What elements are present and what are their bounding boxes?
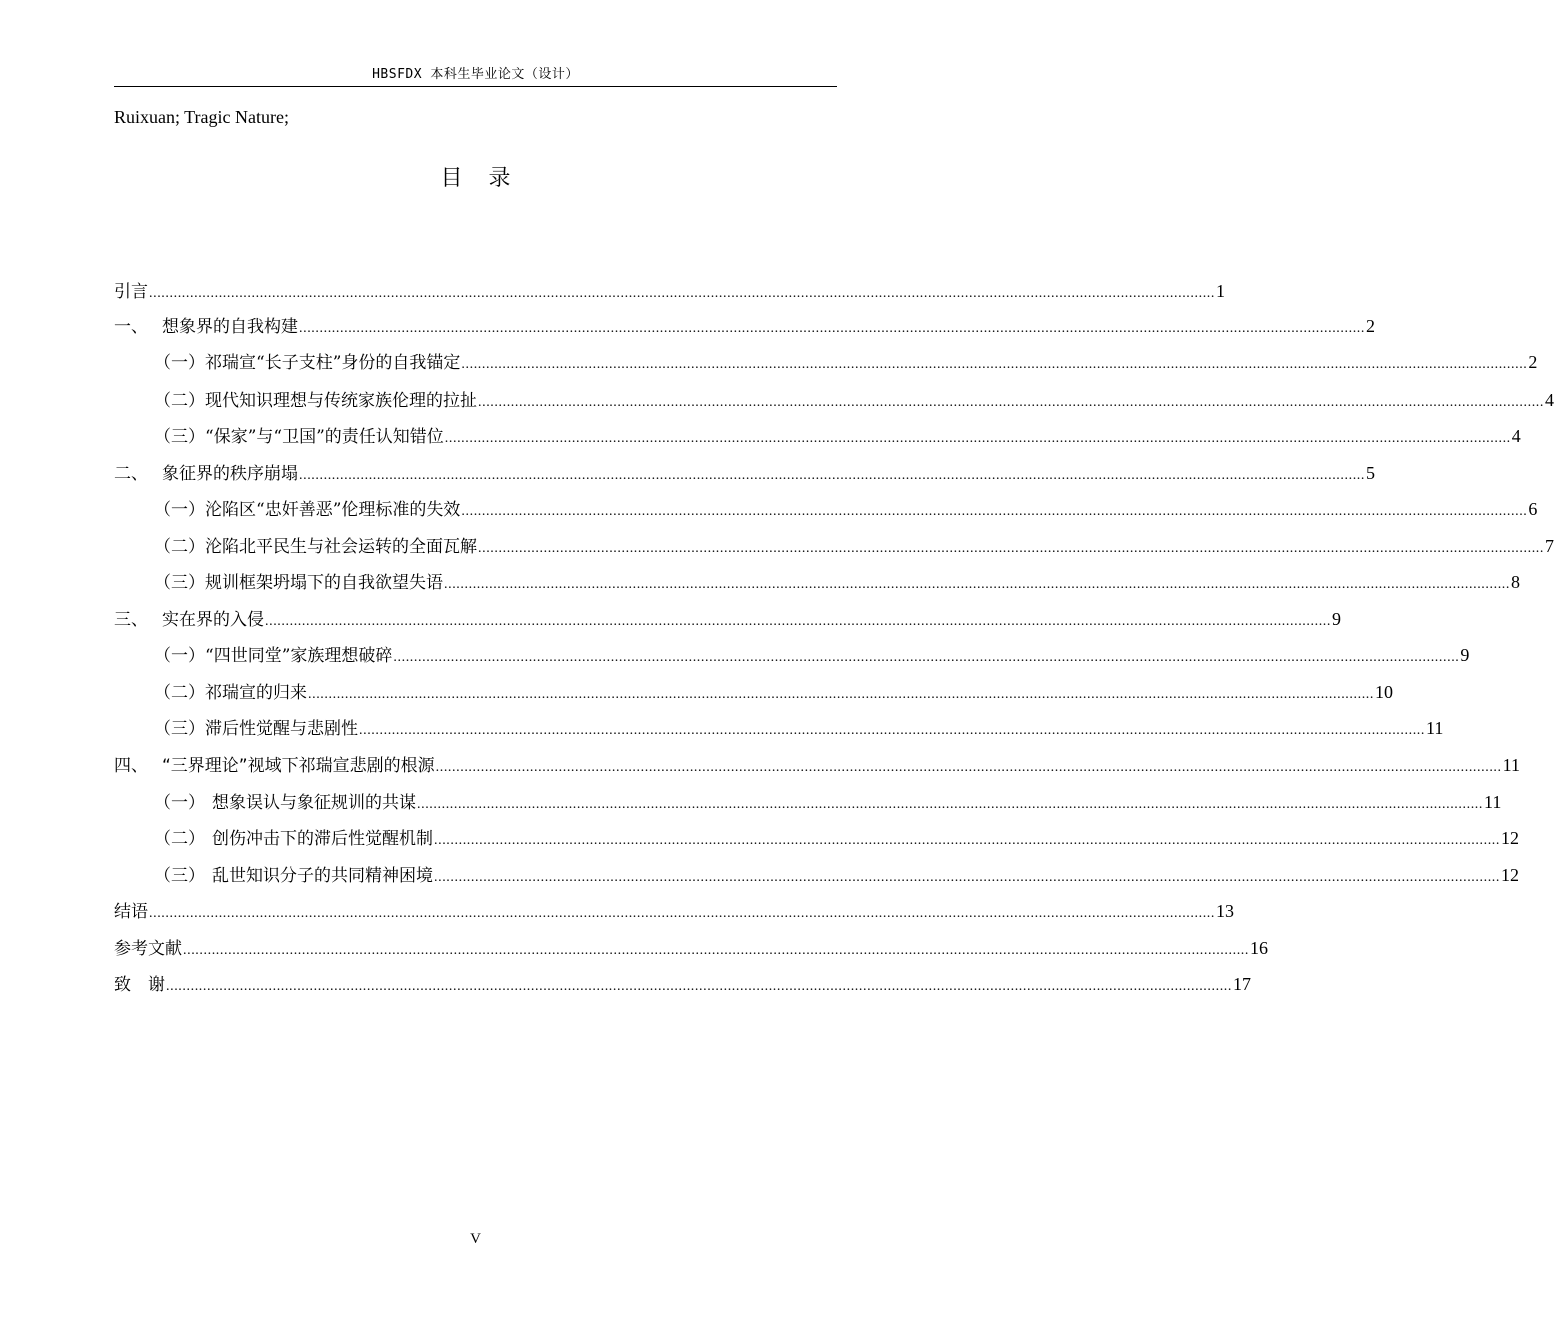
page-header: HBSFDX 本科生毕业论文（设计） (372, 67, 579, 82)
toc-page-number: 11 (1426, 718, 1444, 738)
toc-leader-dots: .................................................................................................................................................................................................................................................................... (308, 687, 1374, 702)
toc-page-number: 11 (1502, 755, 1520, 775)
toc-section-title: 想象误认与象征规训的共谋 (212, 793, 416, 813)
toc-leader-dots: .................................................................................................................................................................................................................................................................... (461, 357, 1528, 372)
toc-page-number: 2 (1366, 316, 1375, 336)
toc-page-number: 6 (1528, 499, 1538, 519)
toc-page-number: 7 (1545, 536, 1554, 556)
toc-leader-dots: .................................................................................................................................................................................................................................................................... (417, 797, 1483, 812)
toc-entry-label (154, 791, 416, 815)
toc-entry-label (114, 315, 298, 339)
toc-entry[interactable] (114, 279, 1225, 303)
toc-leader-dots: .................................................................................................................................................................................................................................................................... (434, 870, 1500, 885)
toc-entry[interactable] (114, 607, 1341, 631)
toc-page-number: 10 (1375, 682, 1393, 702)
toc-leader-dots: .................................................................................................................................................................................................................................................................... (299, 321, 1365, 336)
toc-entry-label: 致 谢 (114, 975, 165, 995)
toc-section-number: （一） (154, 793, 205, 813)
toc-page-number: 4 (1545, 390, 1554, 410)
toc-leader-dots: .................................................................................................................................................................................................................................................................... (359, 723, 1425, 738)
toc-entry[interactable] (154, 388, 1554, 412)
toc-leader-dots: .................................................................................................................................................................................................................................................................... (461, 504, 1528, 519)
toc-entry[interactable] (114, 936, 1268, 960)
toc-entry[interactable] (154, 497, 1538, 521)
toc-section-number: 三、 (114, 610, 148, 630)
toc-entry[interactable] (114, 753, 1520, 777)
toc-page-number: 5 (1366, 463, 1375, 483)
toc-section-number: 二、 (114, 464, 148, 484)
toc-leader-dots: .................................................................................................................................................................................................................................................................... (434, 833, 1500, 848)
toc-page-number: 16 (1250, 938, 1268, 958)
toc-entry[interactable] (154, 826, 1519, 850)
toc-entry-label: 引言 (114, 282, 148, 302)
toc-leader-dots: .................................................................................................................................................................................................................................................................... (393, 650, 1460, 665)
toc-page-number: 8 (1511, 572, 1520, 592)
toc-section-number: 四、 (114, 756, 148, 776)
toc-section-title: “三界理论”视域下祁瑞宣悲剧的根源 (162, 756, 435, 776)
toc-leader-dots: .................................................................................................................................................................................................................................................................... (166, 979, 1232, 994)
toc-leader-dots: .................................................................................................................................................................................................................................................................... (478, 541, 1544, 556)
toc-page-number: 17 (1233, 974, 1251, 994)
toc-page-number: 9 (1460, 645, 1470, 665)
toc-entry[interactable] (154, 863, 1519, 887)
toc-section-number: （三） (154, 866, 205, 886)
toc-entry[interactable] (154, 570, 1520, 594)
toc-section-number: （二） (154, 829, 205, 849)
toc-entry[interactable] (114, 314, 1375, 338)
toc-title: 目录 (440, 166, 537, 191)
toc-entry-label: （二）沦陷北平民生与社会运转的全面瓦解 (154, 537, 477, 557)
toc-entry-label: （二）现代知识理想与传统家族伦理的拉扯 (154, 391, 477, 411)
toc-entry[interactable] (154, 643, 1470, 667)
toc-page-number: 11 (1484, 792, 1502, 812)
toc-entry[interactable] (154, 716, 1444, 740)
toc-section-title: 乱世知识分子的共同精神困境 (212, 866, 433, 886)
toc-leader-dots: .................................................................................................................................................................................................................................................................... (149, 286, 1215, 301)
toc-leader-dots: .................................................................................................................................................................................................................................................................... (149, 906, 1215, 921)
toc-entry-label: （三）滞后性觉醒与悲剧性 (154, 719, 358, 739)
toc-entry-label (154, 827, 433, 851)
toc-entry[interactable] (154, 350, 1538, 374)
toc-entry-label: （三）“保家”与“卫国”的责任认知错位 (154, 427, 444, 447)
toc-leader-dots: .................................................................................................................................................................................................................................................................... (183, 943, 1249, 958)
toc-entry[interactable] (154, 534, 1554, 558)
footer-page-number: V (470, 1231, 481, 1247)
keywords-line: Ruixuan; Tragic Nature; (114, 107, 289, 127)
toc-page-number: 9 (1332, 609, 1341, 629)
toc-page-number: 13 (1216, 901, 1234, 921)
toc-entry-label (114, 754, 435, 778)
toc-page-number: 1 (1216, 281, 1225, 301)
toc-leader-dots: .................................................................................................................................................................................................................................................................... (435, 760, 1502, 775)
toc-page-number: 2 (1528, 352, 1538, 372)
toc-section-number: 一、 (114, 317, 148, 337)
toc-entry-label: （一）祁瑞宣“长子支柱”身份的自我锚定 (154, 353, 461, 373)
toc-entry[interactable] (154, 680, 1393, 704)
header-rule (114, 86, 837, 87)
toc-entry-label: （三）规训框架坍塌下的自我欲望失语 (154, 573, 443, 593)
toc-entry[interactable] (114, 899, 1234, 923)
toc-entry[interactable] (114, 972, 1251, 996)
toc-entry-label (114, 608, 264, 632)
toc-page-number: 4 (1511, 426, 1521, 446)
toc-entry-label (154, 864, 433, 888)
toc-leader-dots: .................................................................................................................................................................................................................................................................... (299, 468, 1365, 483)
toc-section-title: 实在界的入侵 (162, 610, 264, 630)
toc-entry-label: 结语 (114, 902, 148, 922)
toc-entry-label: （二）祁瑞宣的归来 (154, 683, 307, 703)
toc-entry-label: （一）“四世同堂”家族理想破碎 (154, 646, 393, 666)
toc-leader-dots: .................................................................................................................................................................................................................................................................... (444, 577, 1510, 592)
toc-leader-dots: .................................................................................................................................................................................................................................................................... (265, 614, 1331, 629)
toc-entry-label: 参考文献 (114, 939, 182, 959)
toc-entry-label (114, 462, 298, 486)
toc-page-number: 12 (1501, 828, 1519, 848)
toc-entry[interactable] (154, 790, 1502, 814)
toc-section-title: 想象界的自我构建 (162, 317, 298, 337)
toc-entry[interactable] (154, 424, 1521, 448)
toc-page-number: 12 (1501, 865, 1519, 885)
toc-entry-label: （一）沦陷区“忠奸善恶”伦理标准的失效 (154, 500, 461, 520)
toc-section-title: 创伤冲击下的滞后性觉醒机制 (212, 829, 433, 849)
toc-entry[interactable] (114, 461, 1375, 485)
toc-section-title: 象征界的秩序崩塌 (162, 464, 298, 484)
toc-leader-dots: .................................................................................................................................................................................................................................................................... (444, 431, 1511, 446)
toc-leader-dots: .................................................................................................................................................................................................................................................................... (478, 395, 1544, 410)
